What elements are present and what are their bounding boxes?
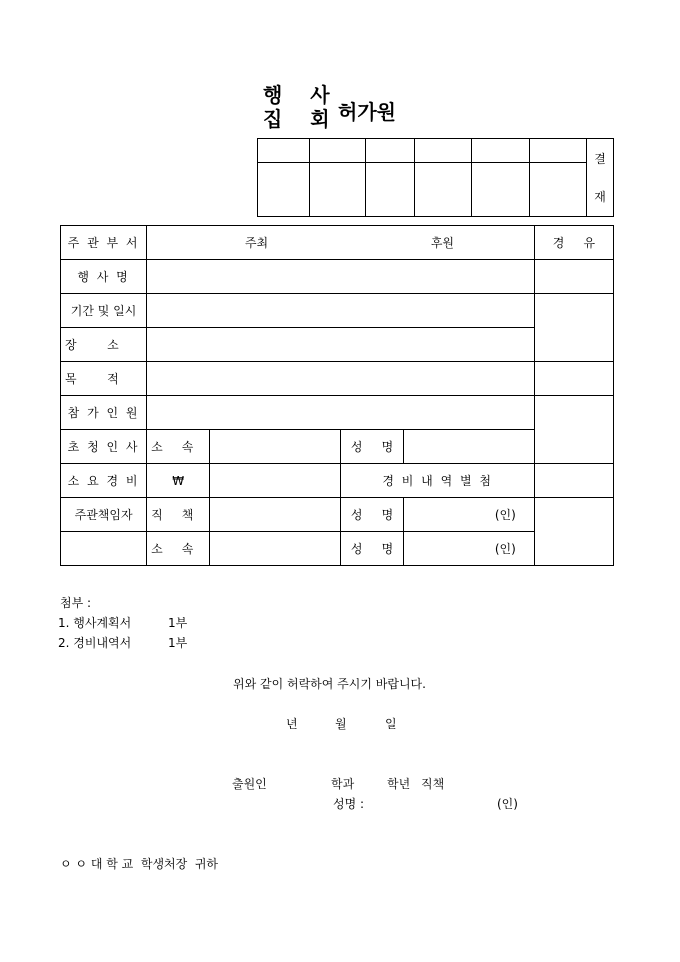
organizer-field[interactable] [147, 226, 535, 260]
applicant-position: 직책 [421, 777, 445, 791]
route-cell[interactable] [534, 396, 613, 464]
approval-label-bottom: 재 [594, 189, 606, 204]
approval-sign-cell[interactable] [530, 163, 587, 217]
title-suffix: 허가원 [338, 100, 396, 124]
period-field[interactable] [147, 294, 535, 328]
affiliation-field[interactable] [210, 532, 341, 566]
affiliation-label: 소 속 [147, 532, 210, 566]
responsible-blank[interactable] [61, 532, 147, 566]
applicant-name-label: 성명 : [333, 797, 365, 811]
title-char: 집 [263, 107, 283, 131]
approval-label-top: 결 [594, 151, 606, 166]
approval-cell[interactable] [309, 139, 365, 163]
date-month: 월 [335, 717, 347, 731]
currency-symbol: ₩ [147, 464, 210, 498]
route-label: 경 유 [534, 226, 613, 260]
attachment-item-count: 1부 [168, 616, 188, 630]
budget-amount-field[interactable] [210, 464, 341, 498]
place-field[interactable] [147, 328, 535, 362]
route-cell[interactable] [534, 498, 613, 566]
position-field[interactable] [210, 498, 341, 532]
period-label: 기간 및 일시 [61, 294, 147, 328]
approval-sign-cell[interactable] [472, 163, 530, 217]
name-label: 성 명 [341, 430, 403, 464]
date-year: 년 [286, 717, 298, 731]
title-char: 사 [310, 83, 330, 107]
applicant-grade: 학년 [387, 777, 411, 791]
position-label: 직 책 [147, 498, 210, 532]
attachment-item-count: 1부 [168, 636, 188, 650]
affiliation-label: 소 속 [147, 430, 210, 464]
applicant-dept: 학과 [331, 777, 355, 791]
sponsor-label: 후원 [430, 236, 454, 250]
approval-sign-cell[interactable] [414, 163, 472, 217]
route-cell[interactable] [534, 362, 613, 396]
request-text: 위와 같이 허락하여 주시기 바랍니다. [233, 677, 426, 691]
title-char: 회 [310, 107, 330, 131]
participants-label: 참 가 인 원 [61, 396, 147, 430]
host-label: 주최 [244, 236, 269, 250]
name-label: 성 명 [341, 498, 403, 532]
route-cell[interactable] [534, 294, 613, 362]
seal-text: (인) [494, 508, 516, 522]
recipient: ㅇ ㅇ 대 학 교 학생처장 귀하 [60, 857, 219, 871]
participants-field[interactable] [147, 396, 535, 430]
attachment-item-name: 2. 경비내역서 [58, 636, 132, 650]
approval-cell[interactable] [530, 139, 587, 163]
route-cell[interactable] [534, 260, 613, 294]
approval-sign-cell[interactable] [309, 163, 365, 217]
organizer-label: 주 관 부 서 [61, 226, 147, 260]
approval-cell[interactable] [258, 139, 310, 163]
affiliation-field[interactable] [210, 430, 341, 464]
applicant-seal: (인) [497, 797, 518, 811]
approval-cell[interactable] [365, 139, 414, 163]
title-top-row [263, 82, 330, 108]
date-day: 일 [385, 717, 397, 731]
place-label: 장 소 [61, 328, 147, 362]
purpose-label: 목 적 [61, 362, 147, 396]
route-cell[interactable] [534, 464, 613, 498]
attachments-heading: 첨부 : [60, 596, 92, 610]
approval-box [257, 138, 614, 217]
purpose-field[interactable] [147, 362, 535, 396]
name-label: 성 명 [341, 532, 403, 566]
seal-field[interactable] [403, 532, 534, 566]
event-name-field[interactable] [147, 260, 535, 294]
budget-label: 소 요 경 비 [61, 464, 147, 498]
seal-field[interactable] [403, 498, 534, 532]
invitee-label: 초 청 인 사 [61, 430, 147, 464]
approval-sign-cell[interactable] [365, 163, 414, 217]
approval-sign-cell[interactable] [258, 163, 310, 217]
application-form [60, 225, 614, 566]
name-field[interactable] [403, 430, 534, 464]
applicant-label: 출원인 [232, 777, 267, 791]
seal-text: (인) [494, 542, 516, 556]
approval-cell[interactable] [472, 139, 530, 163]
responsible-label: 주관책임자 [61, 498, 147, 532]
title-char: 행 [263, 83, 283, 107]
approval-cell[interactable] [414, 139, 472, 163]
budget-detail: 경 비 내 역 별 첨 [341, 464, 534, 498]
approval-label [587, 139, 614, 217]
title-bottom-row [263, 106, 330, 132]
attachment-item-name: 1. 행사계획서 [58, 616, 132, 630]
event-name-label: 행 사 명 [61, 260, 147, 294]
